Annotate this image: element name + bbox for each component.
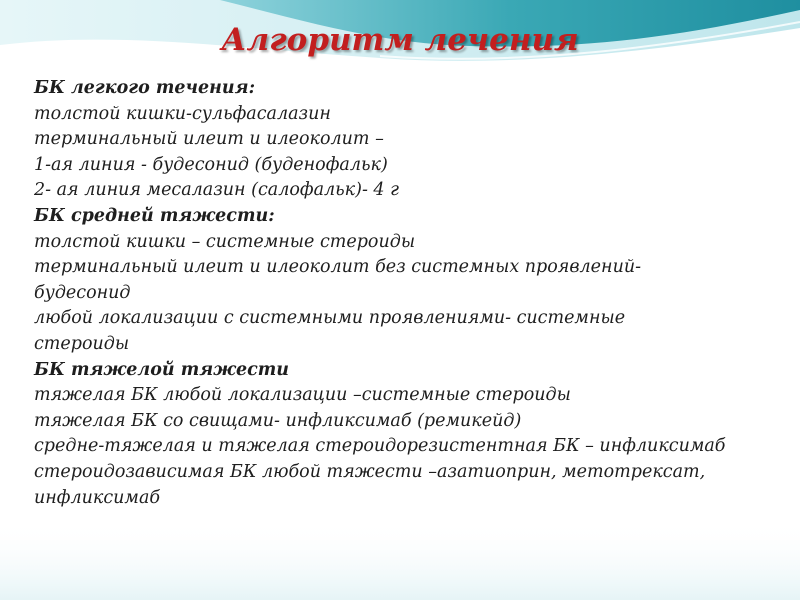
text-line: средне-тяжелая и тяжелая стероидорезистентная БК – инфликсимаб: [34, 436, 726, 457]
text-line: будесонид: [34, 282, 131, 303]
section-heading: БК легкого течения:: [34, 78, 256, 98]
text-line: терминальный илеит и илеоколит без системных проявлений-: [34, 257, 642, 278]
section-heading: БК средней тяжести:: [34, 205, 275, 226]
slide-title: Алгоритм лечения: [221, 22, 579, 58]
text-line: 2- ая линия месалазин (салофальк)- 4 г: [34, 180, 399, 201]
slide-body: [34, 76, 774, 511]
text-line: стероидозависимая БК любой тяжести –азатиоприн, метотрексат,: [34, 461, 706, 482]
text-line: толстой кишки-сульфасалазин: [34, 103, 331, 124]
text-line: терминальный илеит и илеоколит –: [34, 129, 384, 150]
text-line: 1-ая линия - будесонид (буденофальк): [34, 154, 388, 175]
text-line: тяжелая БК со свищами- инфликсимаб (ремикейд): [34, 410, 522, 431]
bottom-fade: [0, 520, 800, 600]
text-line: толстой кишки – системные стероиды: [34, 231, 416, 252]
text-line: инфликсимаб: [34, 487, 161, 508]
text-line: стероиды: [34, 333, 130, 354]
section-heading: БК тяжелой тяжести: [34, 359, 290, 380]
text-line: тяжелая БК любой локализации –системные стероиды: [34, 385, 571, 406]
text-line: любой локализации с системными проявлениями- системные: [34, 308, 626, 329]
